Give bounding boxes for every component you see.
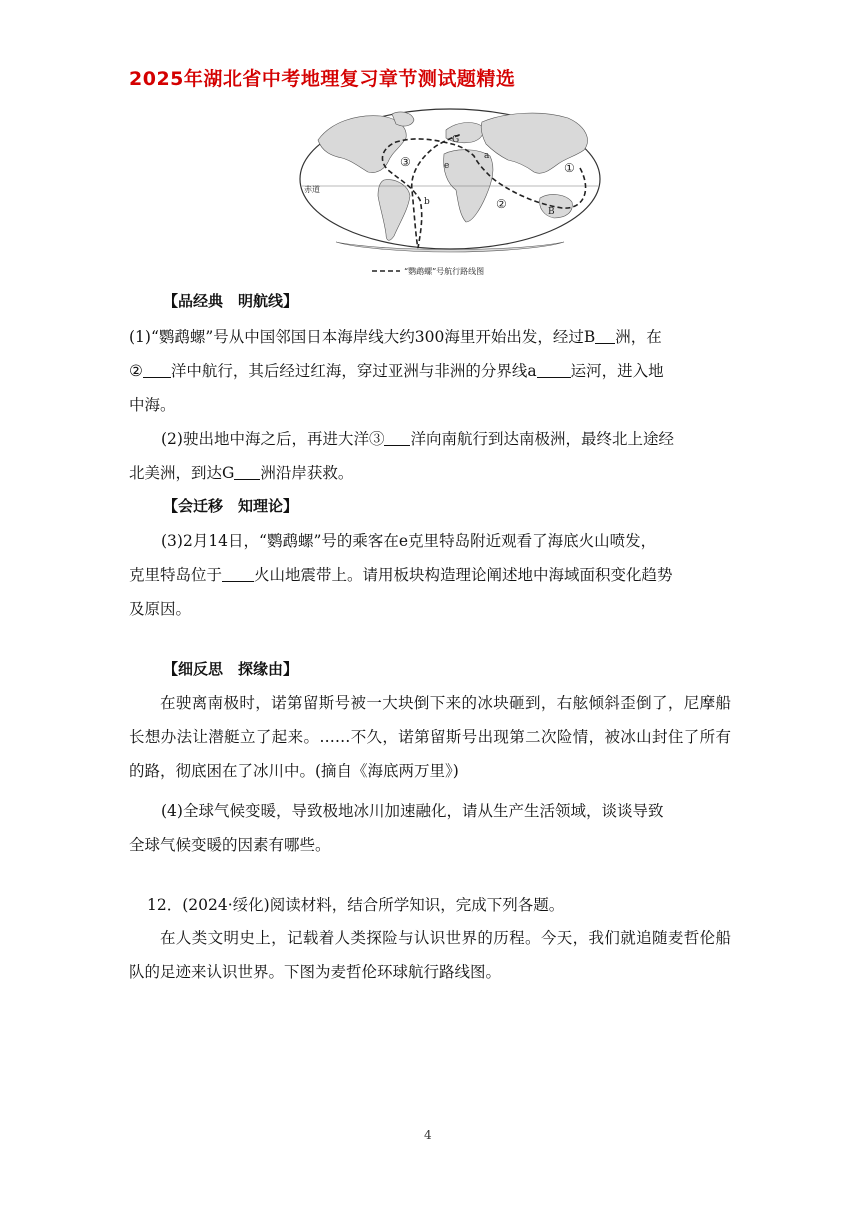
map-label-circle2: ② — [496, 197, 507, 211]
map-legend-label: “鹦鹉螺”号航行路线图 — [404, 267, 485, 276]
map-label-a: a — [484, 151, 490, 161]
question-3-line-1: (3)2月14日，“鹦鹉螺”号的乘客在e克里特岛附近观看了海底火山喷发， — [161, 532, 657, 550]
question-1-line-2 — [129, 359, 664, 381]
question-2-line-1 — [161, 427, 674, 449]
section-heading-3: 【细反思 探缘由】 — [163, 660, 299, 678]
question-2-text: 北美洲，到达G — [129, 464, 235, 482]
question-4-line-2: 全球气候变暖的因素有哪些。 — [129, 836, 331, 854]
answer-blank — [234, 465, 260, 480]
answer-blank — [143, 363, 171, 378]
page-number: 4 — [424, 1128, 432, 1142]
section-heading-1: 【品经典 明航线】 — [163, 292, 299, 310]
map-label-e: e — [444, 161, 450, 171]
answer-blank — [537, 363, 571, 378]
question-1-line-1 — [129, 325, 662, 347]
question-2-line-2 — [129, 461, 353, 483]
map-label-b: b — [424, 197, 430, 207]
question-2-text: (2)驶出地中海之后，再进大洋③ — [161, 430, 385, 448]
question-1-line-3: 中海。 — [129, 396, 176, 414]
question-12-material: 在人类文明史上，记载着人类探险与认识世界的历程。今天，我们就追随麦哲伦船队的足迹来认识世界。下图为麦哲伦环球航行路线图。 — [129, 929, 731, 981]
question-1-text: (1)“鹦鹉螺”号从中国邻国日本海岸线大约300海里开始出发，经过B — [129, 328, 596, 346]
question-2-text: 洲沿岸获救。 — [260, 464, 354, 482]
question-3-line-2 — [129, 563, 673, 585]
answer-blank — [384, 431, 410, 446]
answer-blank — [222, 567, 254, 582]
map-label-circle1: ① — [564, 161, 575, 175]
question-12-heading: 12．(2024·绥化)阅读材料，结合所学知识，完成下列各题。 — [147, 896, 565, 914]
document-header-title: 2025年湖北省中考地理复习章节测试题精选 — [129, 68, 516, 90]
question-4-line-1: (4)全球气候变暖，导致极地冰川加速融化，请从生产生活领域，谈谈导致 — [161, 802, 664, 820]
question-1-text: 运河，进入地 — [570, 362, 664, 380]
equator-label: 赤道 — [304, 185, 320, 194]
question-3-text: 克里特岛位于 — [129, 566, 223, 584]
question-1-text: ② — [129, 362, 143, 380]
novel-quote-paragraph: 在驶离南极时，诺第留斯号被一大块倒下来的冰块砸到，右舷倾斜歪倒了，尼摩船长想办法让潜艇立了起来。……不久，诺第留斯号出现第二次险情，被冰山封住了所有的路，彻底困在了冰川中。(摘自《海底两万里》) — [129, 694, 731, 780]
question-3-text: 火山地震带上。请用板块构造理论阐述地中海域面积变化趋势 — [254, 566, 673, 584]
question-2-text: 洋向南航行到达南极洲，最终北上途经 — [410, 430, 674, 448]
route-map-figure — [296, 100, 604, 280]
world-map — [296, 100, 604, 280]
section-heading-2: 【会迁移 知理论】 — [163, 497, 299, 515]
map-label-G: G — [452, 135, 460, 145]
question-3-line-3: 及原因。 — [129, 600, 192, 618]
map-label-circle3: ③ — [400, 155, 411, 169]
map-label-B: B — [548, 207, 555, 217]
answer-blank — [595, 329, 615, 344]
question-1-text: 洲，在 — [615, 328, 662, 346]
question-1-text: 洋中航行，其后经过红海，穿过亚洲与非洲的分界线a — [170, 362, 537, 380]
